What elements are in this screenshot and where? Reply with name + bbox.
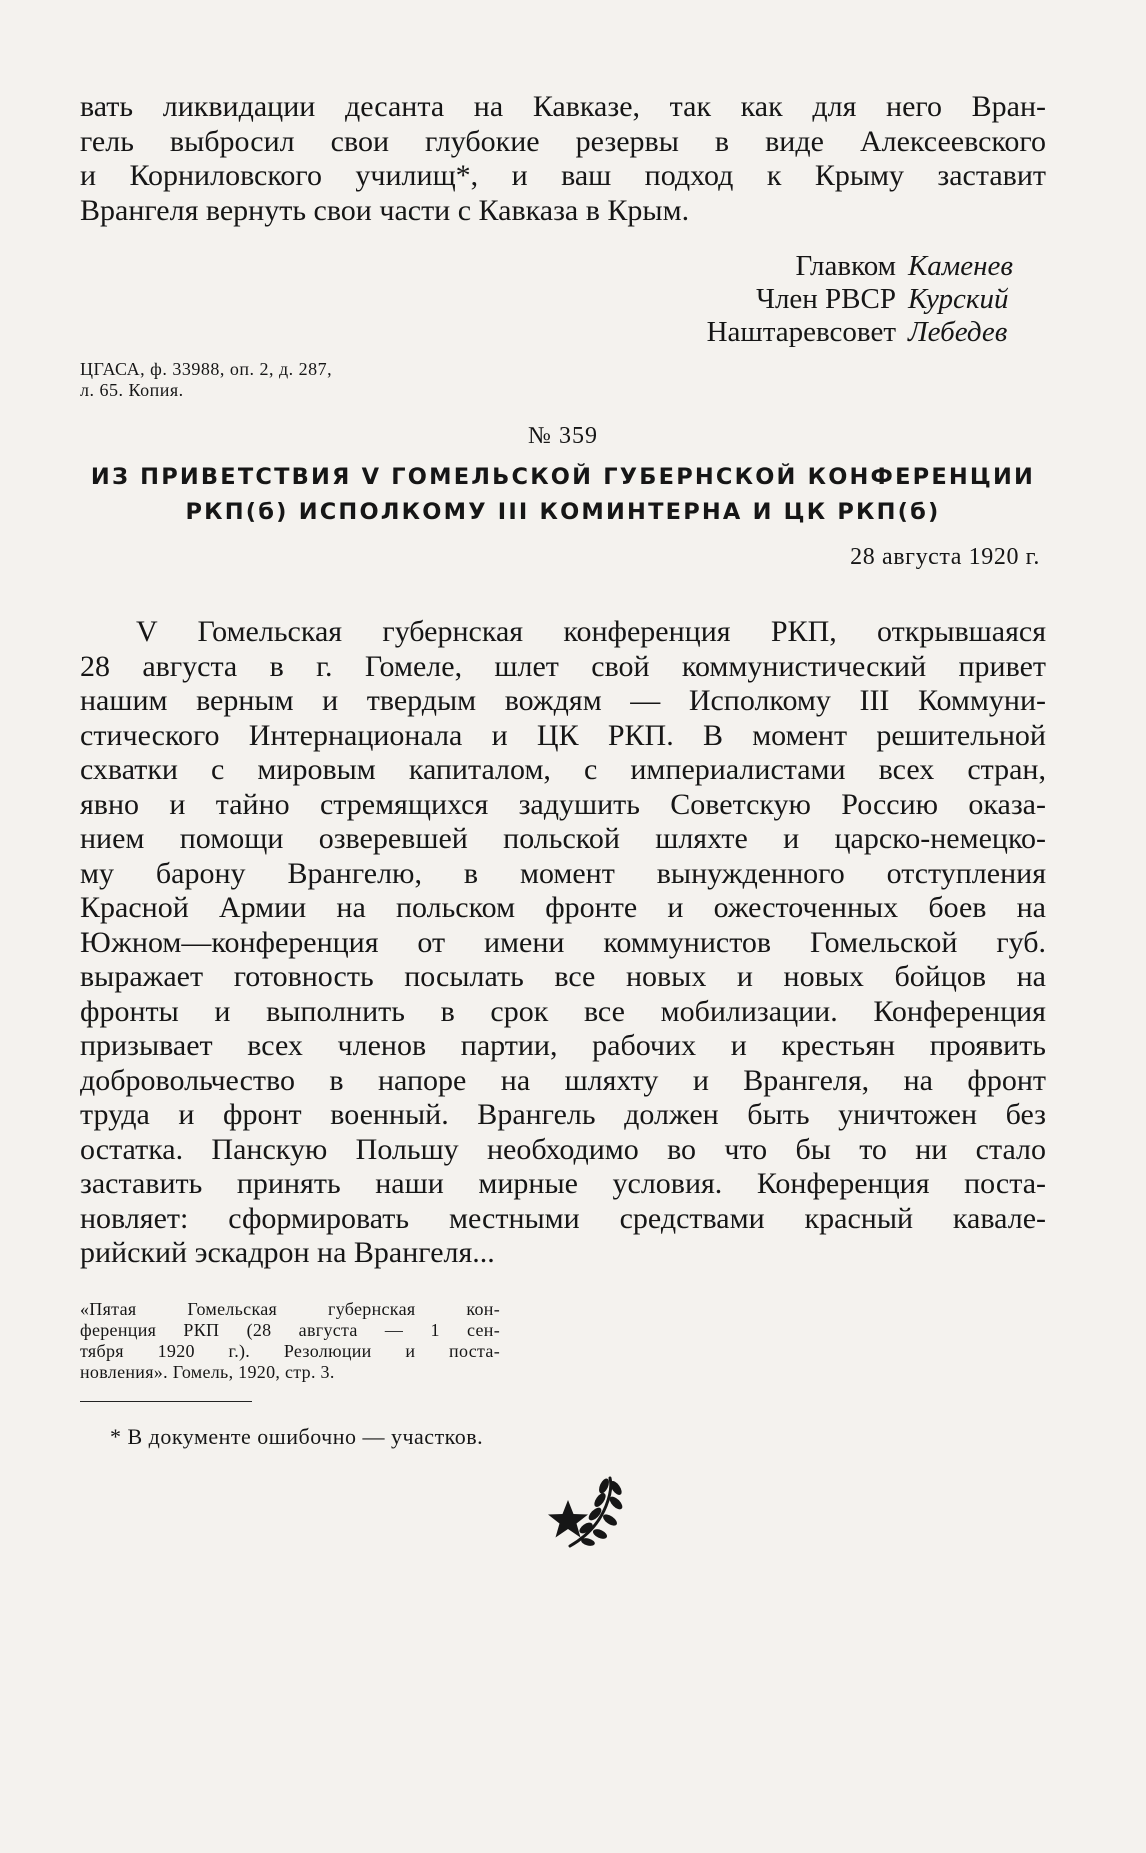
signature-row bbox=[80, 250, 1040, 283]
title-line: ИЗ ПРИВЕТСТВИЯ V ГОМЕЛЬСКОЙ ГУБЕРНСКОЙ КОНФЕРЕНЦИИ bbox=[90, 464, 1036, 490]
text-line: и Корниловского училищ*, и ваш подход к Крыму заставит bbox=[80, 159, 1046, 192]
text-line: выражает готовность посылать все новых и новых бойцов на bbox=[80, 960, 1046, 993]
archive-source bbox=[80, 359, 500, 401]
source-line: новления». Гомель, 1920, стр. 3. bbox=[80, 1361, 335, 1382]
signature-row bbox=[80, 283, 1040, 316]
text-line: призывает всех членов партии, рабочих и крестьян проявить bbox=[80, 1029, 1046, 1062]
signatory-name: Лебедев bbox=[908, 316, 1008, 348]
document-number: № 359 bbox=[528, 423, 598, 449]
source-line: «Пятая Гомельская губернская кон- bbox=[80, 1298, 500, 1319]
source-line: л. 65. Копия. bbox=[80, 380, 184, 400]
text-line: труда и фронт военный. Врангель должен быть уничтожен без bbox=[80, 1098, 1046, 1131]
text-line: новляет: сформировать местными средствами красный кавале- bbox=[80, 1201, 1046, 1235]
publication-source bbox=[80, 1299, 500, 1383]
text-line: стического Интернационала и ЦК РКП. В момент решительной bbox=[80, 718, 1046, 752]
text-line: фронты и выполнить в срок все мобилизации. Конференция bbox=[80, 994, 1046, 1028]
signature-row bbox=[80, 316, 1040, 349]
text-line: гель выбросил свои глубокие резервы в виде Алексеевского bbox=[80, 124, 1046, 158]
signatory-name: Курский bbox=[908, 283, 1009, 315]
text-line: вать ликвидации десанта на Кавказе, так как для него Вран- bbox=[80, 90, 1046, 123]
text-line: Врангеля вернуть свои части с Кавказа в Крым. bbox=[80, 193, 690, 227]
source-line: тября 1920 г.). Резолюции и поста- bbox=[80, 1340, 500, 1361]
text-line: рийский эскадрон на Врангеля... bbox=[80, 1236, 495, 1269]
signatory-name: Каменев bbox=[908, 250, 1013, 282]
document-date: 28 августа 1920 г. bbox=[850, 544, 1040, 570]
text-line: нашим верным и твердым вождям — Исполкому III Коммуни- bbox=[80, 684, 1046, 717]
body-paragraph bbox=[80, 615, 1046, 1271]
source-line: ЦГАСА, ф. 33988, оп. 2, д. 287, bbox=[80, 359, 333, 379]
signatory-role: Главком bbox=[795, 250, 896, 282]
signature-block bbox=[80, 250, 1040, 349]
text-line: му барону Врангелю, в момент вынужденного отступления bbox=[80, 856, 1046, 890]
text-line: добровольчество в напоре на шляхту и Врангеля, на фронт bbox=[80, 1063, 1046, 1097]
star-laurel-icon bbox=[546, 1476, 630, 1554]
text-line: 28 августа в г. Гомеле, шлет свой коммунистический привет bbox=[80, 649, 1046, 683]
document-title bbox=[80, 460, 1046, 530]
continuation-paragraph bbox=[80, 90, 1046, 228]
text-line: Красной Армии на польском фронте и ожесточенных боев на bbox=[80, 891, 1046, 924]
text-line: заставить принять наши мирные условия. Конференция поста- bbox=[80, 1167, 1046, 1200]
signatory-role: Член РВСР bbox=[756, 283, 896, 315]
text-line: схватки с мировым капиталом, с империалистами всех стран, bbox=[80, 753, 1046, 786]
text-line: явно и тайно стремящихся задушить Советскую Россию оказа- bbox=[80, 787, 1046, 821]
text-line: остатка. Панскую Польшу необходимо во что бы то ни стало bbox=[80, 1132, 1046, 1166]
signatory-role: Наштаревсовет bbox=[706, 316, 896, 348]
document-page bbox=[80, 90, 1046, 1450]
footnote-divider bbox=[80, 1401, 252, 1402]
source-line: ференция РКП (28 августа — 1 сен- bbox=[80, 1319, 500, 1340]
text-line: нием помощи озверевшей польской шляхте и царско-немецко- bbox=[80, 822, 1046, 855]
text-line: Южном—конференция от имени коммунистов Гомельской губ. bbox=[80, 925, 1046, 959]
footnote: * В документе ошибочно — участков. bbox=[110, 1423, 484, 1449]
text-line: V Гомельская губернская конференция РКП, открывшаяся bbox=[136, 615, 1046, 648]
title-line: РКП(б) ИСПОЛКОМУ III КОМИНТЕРНА И ЦК РКП(б) bbox=[185, 499, 941, 525]
